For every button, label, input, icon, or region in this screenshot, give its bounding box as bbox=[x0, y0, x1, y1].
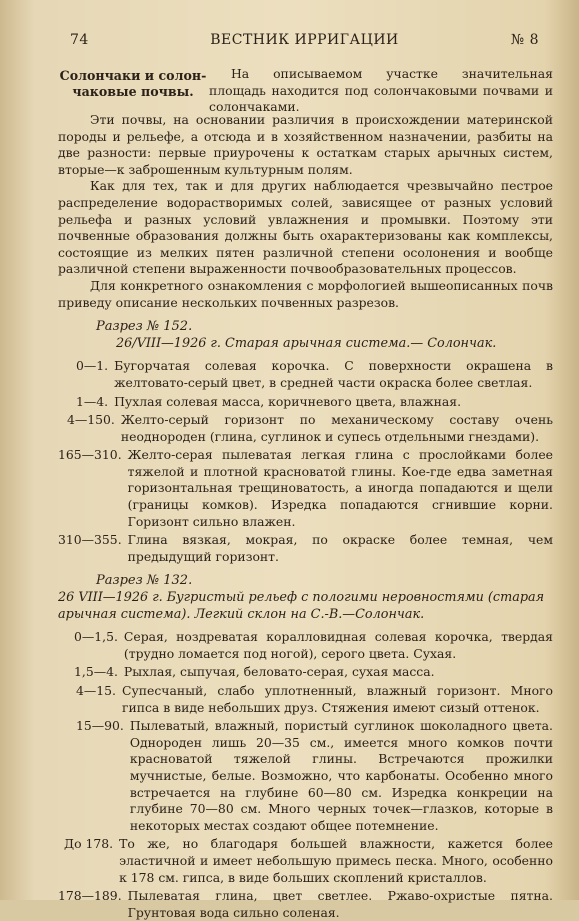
issue-number: № 8 bbox=[510, 32, 539, 48]
horizon-depth: 165—310. bbox=[58, 447, 122, 463]
soil-section-132 bbox=[58, 573, 553, 921]
horizon-depth: 15—90. bbox=[76, 718, 124, 734]
horizon-depth: 1—4. bbox=[76, 393, 109, 409]
horizon-depth: 0—1. bbox=[76, 358, 109, 374]
section-subtitle: 26/VIII—1926 г. Старая арычная система.— Солончак. bbox=[116, 335, 497, 351]
page-header bbox=[70, 32, 539, 52]
paragraph: Как для тех, так и для других наблюдается чрезвычайно пестрое распределение водорастворимых солей, зависящее от разных условий рельефа и разных условий увлажнения и промывки. Поэтому эти почвенные образования должны быть охарактеризованы как комплексы, состоящие из мелких пятен различной степени осолонения и вообще различной степени выраженности почвообразовательных процессов. bbox=[58, 178, 553, 277]
horizon-entry bbox=[74, 629, 553, 662]
horizon-entry bbox=[76, 358, 553, 391]
page-number: 74 bbox=[70, 32, 89, 48]
horizon-entry bbox=[74, 664, 553, 681]
horizon-entry bbox=[64, 836, 553, 886]
horizon-depth: До 178. bbox=[64, 836, 114, 852]
horizon-depth: 310—355. bbox=[58, 532, 122, 548]
intro-block bbox=[58, 66, 553, 115]
paragraph: Для конкретного ознакомления с морфологией вышеописанных почв приведу описание нескольких почвенных разрезов. bbox=[58, 277, 553, 310]
intro-paragraph: На описываемом участке значительная площадь находится под солончаковыми почвами и солончаками. bbox=[209, 66, 553, 115]
side-heading: Солончаки и солон-чаковые почвы. bbox=[59, 68, 207, 99]
horizon-entry bbox=[58, 532, 553, 565]
section-title: Разрез № 132. bbox=[96, 573, 193, 589]
horizon-description: То же, но благодаря большей влажности, кажется более эластичной и имеет небольшую примесь песка. Много, особенно к 178 см. гипса, в виде больших скоплений кристаллов. bbox=[119, 836, 553, 885]
horizon-entry bbox=[76, 683, 553, 716]
horizon-description: Пухлая солевая масса, коричневого цвета, влажная. bbox=[114, 393, 462, 409]
horizon-description: Глина вязкая, мокрая, по окраске более темная, чем предыдущий горизонт. bbox=[127, 532, 553, 564]
horizon-entry bbox=[76, 718, 553, 834]
horizon-description: Рыхлая, сыпучая, беловато-серая, сухая масса. bbox=[123, 664, 435, 680]
horizon-description: Пылеватый, влажный, пористый суглинок шоколадного цвета. Однороден лишь 20—35 см., имеется много комков почти красноватой тяжелой глины. Встречаются прожилки мучнистые, белые. Возможно, что карбонаты. Особенно много встречается на глубине 60—80 см. Изредка конкреции на глубине 70—80 см. Много черных точек—глазков, которые в некоторых местах создают общее потемнение. bbox=[129, 718, 553, 833]
horizon-description: Пылеватая глина, цвет светлее. Ржаво-охристые пятна. Грунтовая вода сильно соленая. bbox=[127, 888, 553, 920]
page-content bbox=[58, 66, 553, 921]
horizon-depth: 1,5—4. bbox=[74, 664, 118, 680]
horizon-description: Бугорчатая солевая корочка. С поверхности окрашена в желтовато-серый цвет, в средней части окраска более светлая. bbox=[114, 358, 553, 390]
horizon-entry bbox=[76, 394, 553, 411]
section-subtitle: 26 VIII—1926 г. Бугристый рельеф с пологими неровностями (старая арычная система). Легкий склон на С.-В.—Солончак. bbox=[58, 590, 545, 622]
horizon-entry bbox=[58, 447, 553, 530]
horizon-entry bbox=[67, 412, 553, 445]
horizon-entry bbox=[58, 888, 553, 921]
journal-title: ВЕСТНИК ИРРИГАЦИИ bbox=[210, 32, 399, 48]
horizon-description: Серая, ноздреватая коралловидная солевая корочка, твердая (трудно ломается под ногой), серого цвета. Сухая. bbox=[123, 629, 553, 661]
horizon-description: Желто-серый горизонт по механическому составу очень неоднороден (глина, суглинок и супесь отдельными гнездами). bbox=[120, 412, 553, 444]
horizon-depth: 178—189. bbox=[58, 888, 122, 904]
section-title: Разрез № 152. bbox=[96, 319, 193, 335]
horizon-depth: 4—150. bbox=[67, 412, 115, 428]
paragraph: Эти почвы, на основании различия в происхождении материнской породы и рельефе, а отсюда и в хозяйственном назначении, разбиты на две разности: первые приурочены к остаткам старых арычных систем, вторые—к заброшенным культурным полям. bbox=[58, 112, 553, 177]
soil-section-152 bbox=[58, 319, 553, 565]
horizon-depth: 4—15. bbox=[76, 683, 116, 698]
horizon-description: Супесчаный, слабо уплотненный, влажный горизонт. Много гипса в виде небольших друз. Стяжения имеют сизый оттенок. bbox=[121, 683, 553, 715]
horizon-description: Желто-серая пылеватая легкая глина с прослойками более тяжелой и плотной красноватой глины. Кое-где едва заметная горизонтальная трещиноватость, а иногда попадаются и щели (границы комков). Изредка попадаются сгнившие корни. Горизонт сильно влажен. bbox=[127, 447, 553, 529]
horizon-depth: 0—1,5. bbox=[74, 629, 118, 645]
